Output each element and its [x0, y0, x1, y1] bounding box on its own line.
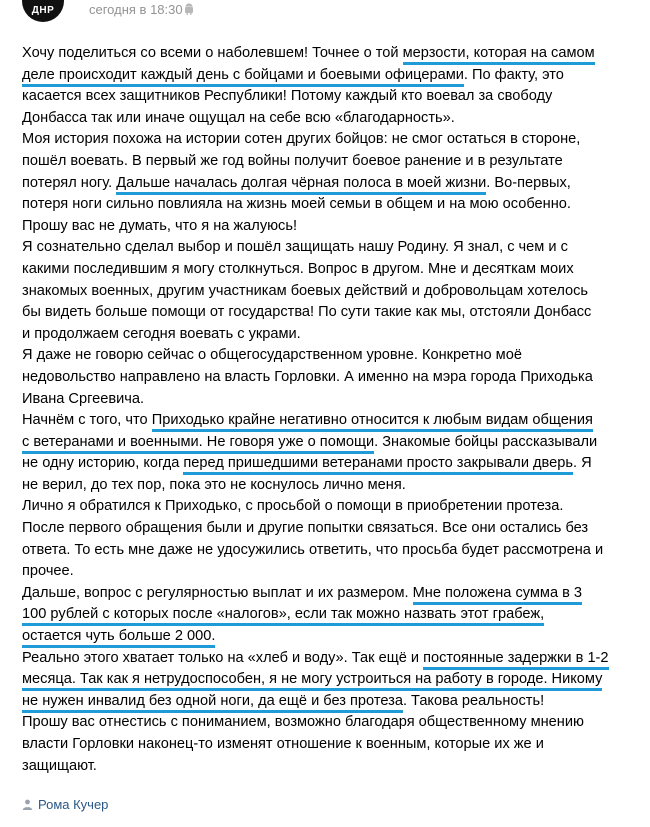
- post-line: [22, 86, 632, 108]
- post-line: [22, 648, 632, 670]
- post-line: [22, 129, 632, 151]
- post-line: [22, 65, 632, 87]
- post-timestamp[interactable]: сегодня в 18:30: [89, 2, 183, 17]
- post-line: [22, 518, 632, 540]
- post-text: Я даже не говорю сейчас о общегосударственном уровне. Конкретно моё: [22, 347, 522, 364]
- post-text: прочее.: [22, 563, 74, 580]
- highlighted-text: Дальше началась долгая чёрная полоса в моей жизни: [116, 175, 486, 195]
- post-line: [22, 734, 632, 756]
- highlighted-text: Приходько крайне негативно относится к любым видам общения: [152, 412, 593, 432]
- highlighted-text: перед пришедшими ветеранами просто закрывали дверь: [183, 455, 573, 475]
- post-text: потерял ногу.: [22, 174, 117, 191]
- post-line: [22, 712, 632, 734]
- post-line: [22, 237, 632, 259]
- post-text: После первого обращения были и другие попытки связаться. Все они остались без: [22, 520, 589, 537]
- post-header: [0, 0, 650, 22]
- post-text: потеря ноги сильно повлияла на жизнь моей семьи в общем и на мою особенно.: [22, 196, 571, 213]
- post-text: Донбасса так или иначе ощущал на себе всю «благодарность».: [22, 109, 455, 126]
- post-line: [22, 626, 632, 648]
- post-text: и продолжаем сегодня воевать с украми.: [22, 325, 301, 342]
- highlighted-text: Мне положена сумма в 3: [413, 585, 582, 605]
- post-text: Ивана Сргеевича.: [22, 390, 144, 407]
- highlighted-text: не нужен инвалид без одной ноги, да ещё и без протеза: [22, 693, 403, 713]
- post-line: [22, 756, 632, 778]
- highlighted-text: с ветеранами и военными. Не говоря уже о помощи: [22, 434, 374, 454]
- post-text: пошёл воевать. В первый же год войны получит боевое ранение и в результате: [22, 152, 563, 169]
- post-text: Хочу поделиться со всеми о наболевшем! Точнее о той: [22, 45, 403, 61]
- post-text: не одну историю, когда: [22, 455, 184, 472]
- post-text: Моя история похожа на истории сотен других бойцов: не смог остаться в стороне,: [22, 131, 581, 148]
- post-line: [22, 410, 632, 432]
- group-avatar[interactable]: [22, 0, 64, 22]
- post-text: знакомых военных, другим участникам боевых действий и добровольцам хотелось: [22, 282, 589, 299]
- post-line: [22, 108, 632, 130]
- post-text: Начнём с того, что: [22, 412, 152, 429]
- post-line: [22, 475, 632, 497]
- post-text: Прошу вас отнестись с пониманием, возможно благодаря общественному мнению: [22, 714, 584, 731]
- avatar-logo-text: ДНР: [31, 5, 55, 16]
- post-line: [22, 194, 632, 216]
- post-text: Реально этого хватает только на «хлеб и воду». Так ещё и: [22, 649, 424, 666]
- post-line: [22, 669, 632, 691]
- post-line: [22, 604, 632, 626]
- post-line: [22, 324, 632, 346]
- post-text: Лично я обратился к Приходько, с просьбой о помощи в приобретении протеза.: [22, 498, 564, 515]
- post-line: [22, 540, 632, 562]
- post-line: [22, 173, 632, 195]
- post-line: [22, 43, 632, 65]
- post-line: [22, 302, 632, 324]
- highlighted-text: деле происходит каждый день с бойцами и боевыми офицерами: [22, 67, 464, 87]
- person-icon: [22, 799, 33, 810]
- post-text: ответа. То есть мне даже не удосужились ответить, что просьба будет рассмотрена и: [22, 541, 604, 558]
- post-text: . Такова реальность!: [402, 692, 545, 709]
- post-text: власти Горловки наконец-то изменят отношение к военным, которые их же и: [22, 736, 544, 752]
- post-text: недовольство направлено на власть Горловки. А именно на мэра города Приходька: [22, 368, 593, 385]
- post-text: касается всех защитников Республики! Потому каждый кто воевал за свободу: [22, 88, 553, 105]
- post-text: защищают.: [22, 757, 97, 774]
- post-text: Дальше, вопрос с регулярностью выплат и их размером.: [22, 584, 413, 601]
- post-line: [22, 691, 632, 713]
- post-line: [22, 281, 632, 303]
- post-line: [22, 496, 632, 518]
- post-text: . Я: [572, 455, 592, 472]
- post-line: [22, 389, 632, 411]
- post-line: [22, 216, 632, 238]
- post-text: . Знакомые бойцы рассказывали: [374, 433, 598, 450]
- post-line: [22, 259, 632, 281]
- post-text: бы видеть больше помощи от государства! По сути такие как мы, отстояли Донбасс: [22, 304, 592, 321]
- post-text: Я сознательно сделал выбор и пошёл защищать нашу Родину. Я знал, с чем и с: [22, 239, 568, 256]
- highlighted-text: мерзости, которая на самом: [403, 45, 595, 65]
- highlighted-text: месяца. Так как я нетрудоспособен, я не могу устроиться на работу в городе. Никому: [22, 671, 602, 691]
- post-body: [22, 43, 632, 777]
- highlighted-text: 100 рублей с которых после «налогов», если так можно назвать этот грабеж,: [22, 606, 544, 626]
- post-text: не верил, до тех пор, пока это не коснулось лично меня.: [22, 476, 406, 493]
- post-text: какими последившим я могу столкнуться. Вопрос в другом. Мне и десяткам моих: [22, 260, 574, 277]
- post-line: [22, 561, 632, 583]
- post-line: [22, 453, 632, 475]
- post-line: [22, 367, 632, 389]
- post-line: [22, 432, 632, 454]
- post-line: [22, 151, 632, 173]
- post-text: . По факту, это: [463, 66, 564, 83]
- post-line: [22, 345, 632, 367]
- post-text: . Во-первых,: [486, 174, 571, 191]
- android-icon: [184, 3, 194, 15]
- post-text: Прошу вас не думать, что я на жалуюсь!: [22, 217, 298, 234]
- post-line: [22, 583, 632, 605]
- highlighted-text: остается чуть больше 2 000.: [22, 628, 215, 648]
- highlighted-text: постоянные задержки в 1-2: [423, 650, 608, 670]
- author-name-link[interactable]: Рома Кучер: [38, 797, 109, 812]
